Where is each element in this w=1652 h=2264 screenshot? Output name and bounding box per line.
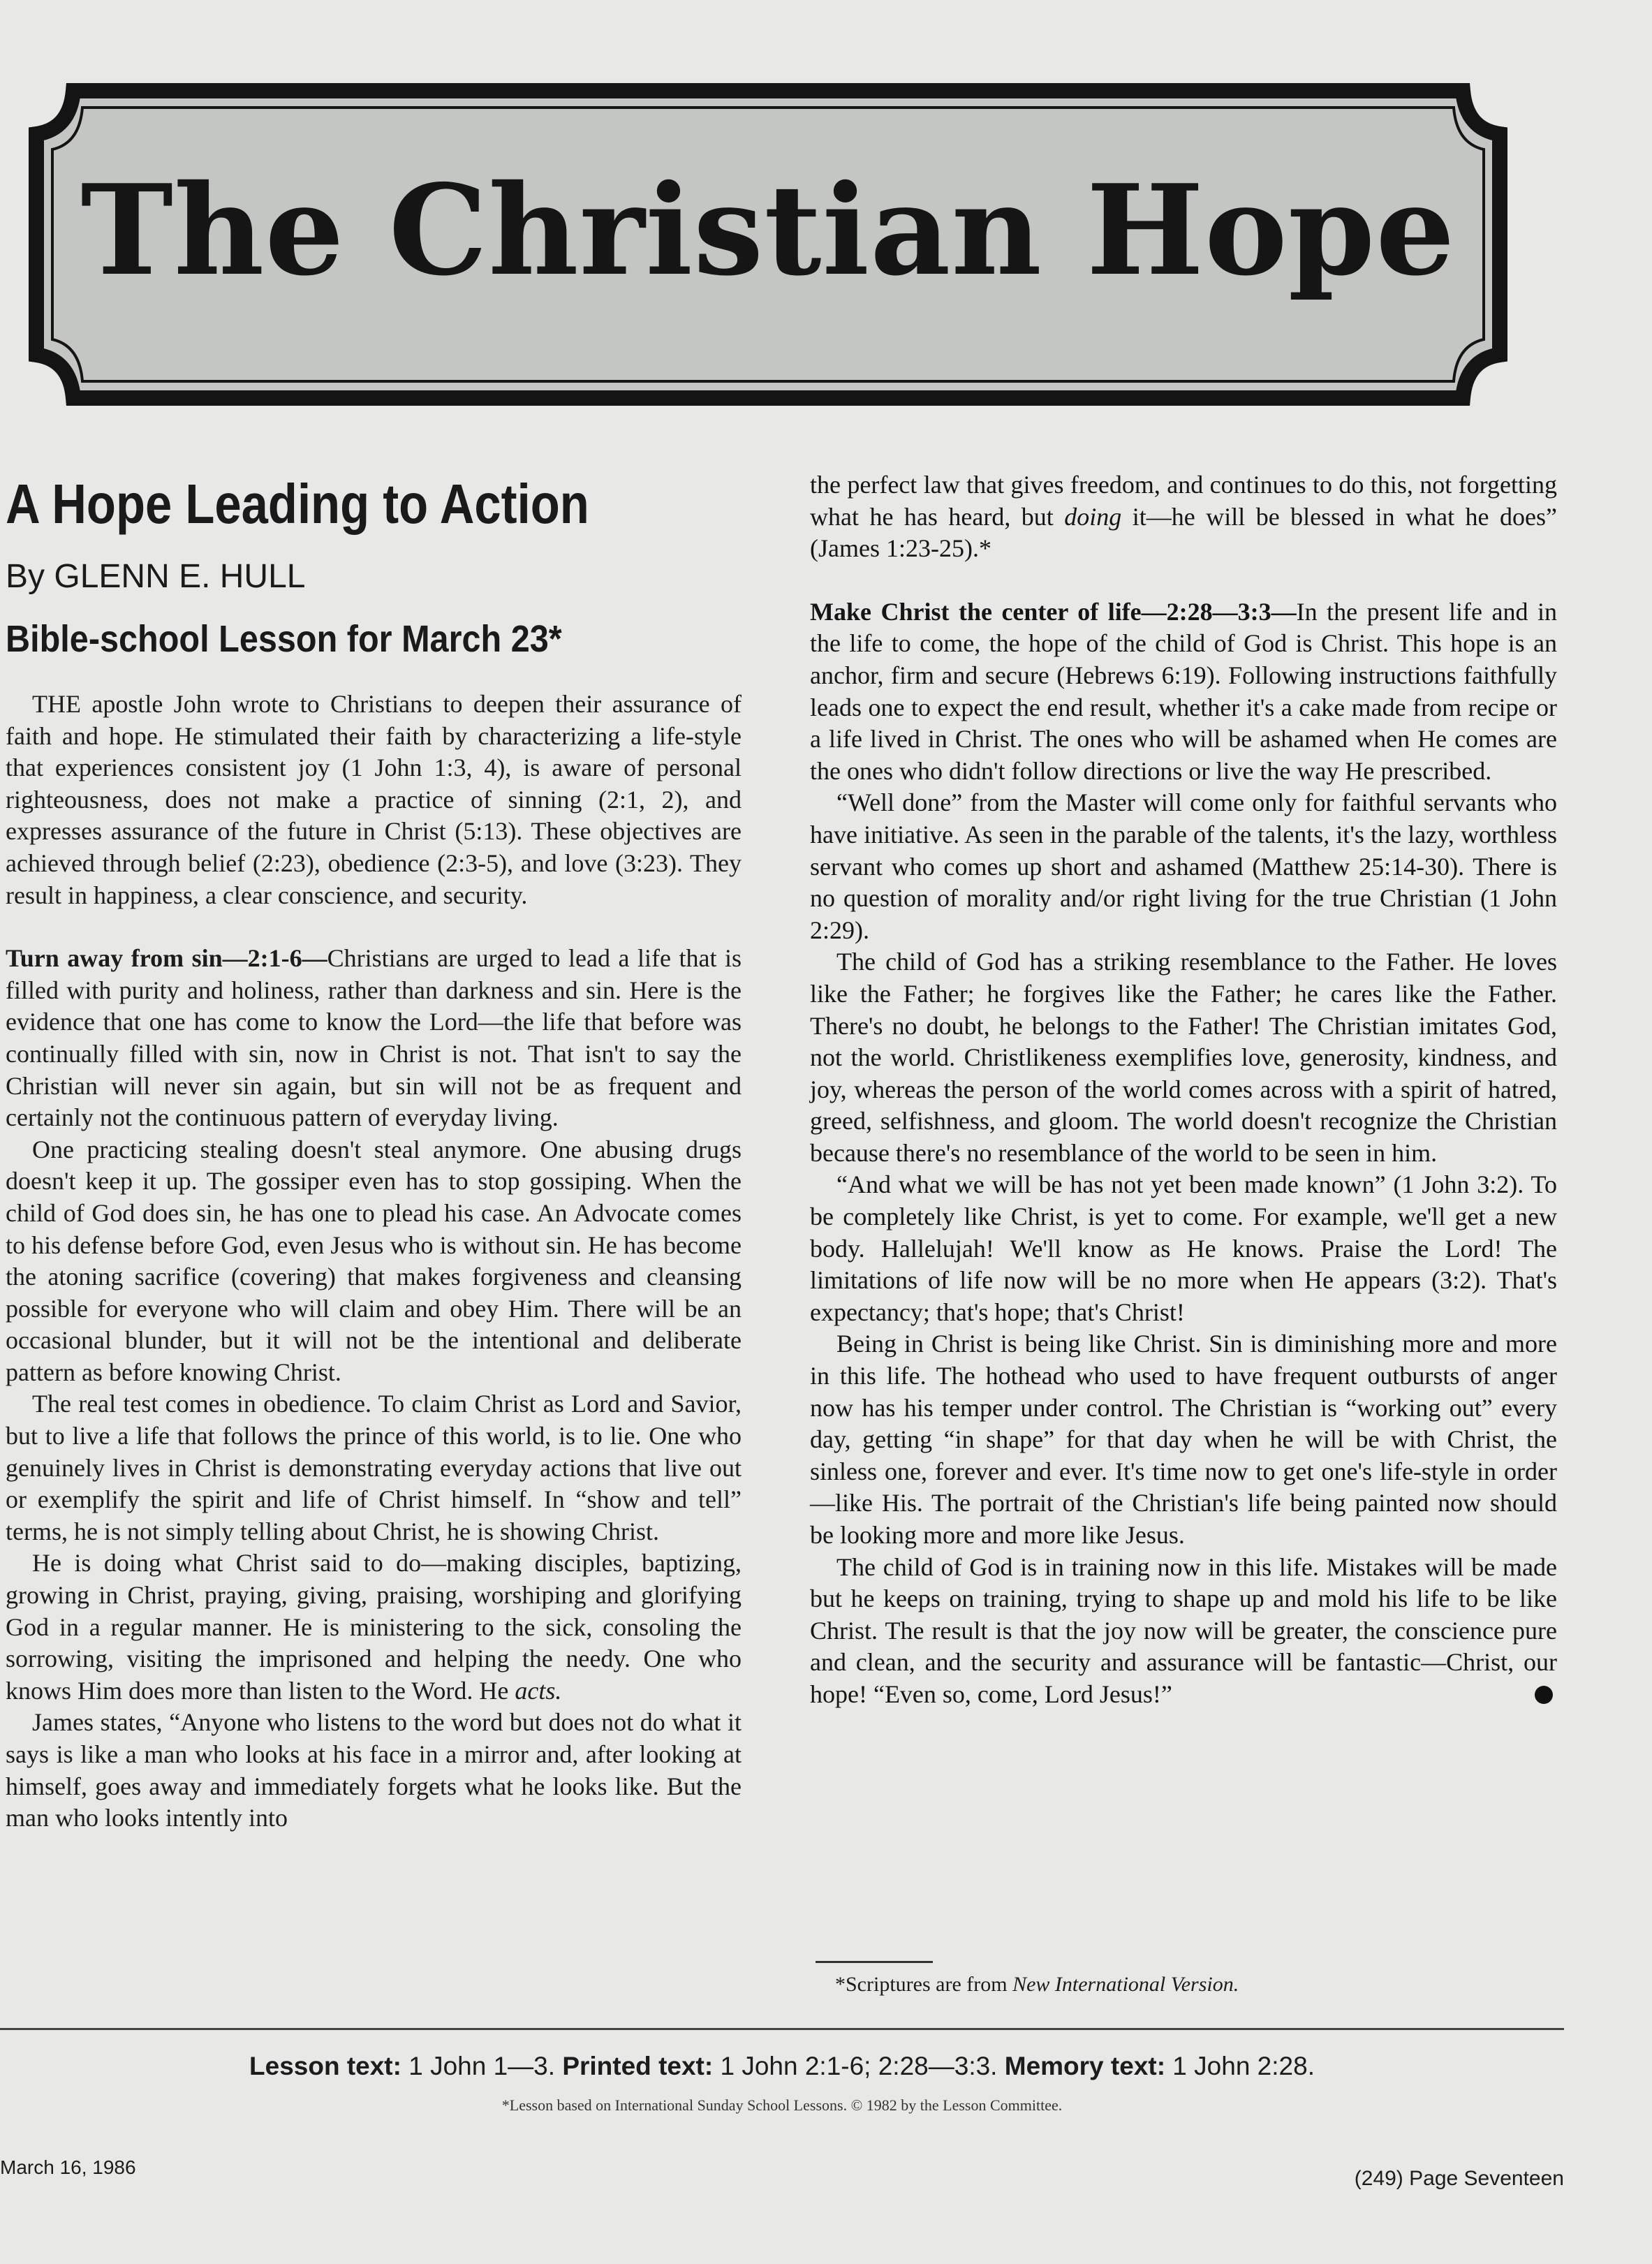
bullet-end-mark-icon xyxy=(1535,1686,1553,1704)
lesson-texts-line xyxy=(0,2049,1564,2084)
paragraph: The real test comes in obedience. To claim Christ as Lord and Savior, but to live a life that follows the prince of this world, is to lie. One who genuinely lives in Christ is demonstrating everyday actions that live out or exemplify the spirit and life of Christ himself. In “show and tell” terms, he is not simply telling about Christ, he is showing Christ. xyxy=(6,1390,742,1545)
paragraph: “Well done” from the Master will come only for faithful servants who have initiative. As seen in the parable of the talents, it's the lazy, worthless servant who comes up short and ashamed (Matthew 25:14-30). There is no question of morality and/or right living for the true Christian (1 John 2:29). xyxy=(810,788,1557,944)
page-title: The Christian Hope xyxy=(80,157,1456,303)
paragraph xyxy=(810,469,1557,565)
memory-text-label: Memory text: xyxy=(1004,2052,1166,2080)
section-heading: Turn away from sin—2:1-6— xyxy=(6,944,327,973)
paragraph-text: The child of God is in training now in this life. Mistakes will be made but he keeps on training, trying to shape up and mold his life to be like Christ. The result is that the joy now will be greater, the conscience pure and clean, and the security and assurance will be fantastic—Christ, our hope! “Even so, come, Lord Jesus!” xyxy=(810,1552,1557,1708)
section-paragraph xyxy=(810,596,1557,788)
lesson-text-label: Lesson text: xyxy=(249,2052,401,2080)
printed-text-value: 1 John 2:1-6; 2:28—3:3. xyxy=(713,2052,1005,2080)
title-banner xyxy=(0,77,1536,412)
footnote-divider xyxy=(816,1961,933,1963)
paragraph: THE apostle John wrote to Christians to deepen their assurance of faith and hope. He stimulated their faith by characterizing a life-style that experiences consistent joy (1 John 1:3, 4), is aware of personal righteousness, does not make a practice of sinning (2:1, 2), and expresses assurance of the future in Christ (5:13). These objectives are achieved through belief (2:23), obedience (2:3-5), and love (3:23). They result in happiness, a clear conscience, and security. xyxy=(6,690,742,909)
memory-text-value: 1 John 2:28. xyxy=(1165,2052,1315,2080)
section-paragraph xyxy=(6,943,742,1134)
lesson-text-value: 1 John 1—3. xyxy=(401,2052,563,2080)
paragraph-text: the perfect law that gives freedom, and continues to do this, not forgetting what he has heard, but xyxy=(810,471,1557,531)
footnote xyxy=(835,1971,1239,1999)
paragraph: The child of God has a striking resemblance to the Father. He loves like the Father; he forgives like the Father; he cares like the Father. There's no doubt, he belongs to the Father! The Christian imitates God, not the world. Christlikeness exemplifies love, generosity, kindness, and joy, whereas the person of the world comes across with a spirit of hatred, greed, selfishness, and gloom. The world doesn't recognize the Christian because there's no resemblance of the world to be seen in him. xyxy=(810,948,1557,1167)
paragraph-text: He is doing what Christ said to do—making disciples, baptizing, growing in Christ, praying, giving, praising, worshiping and glorifying God in a regular manner. He is ministering to the sick, consoling the sorrowing, visiting the imprisoned and helping the needy. One who knows Him does more than listen to the Word. He xyxy=(6,1549,742,1705)
paragraph xyxy=(6,1548,742,1707)
section-text: In the present life and in the life to come, the hope of the child of God is Christ. This hope is an anchor, firm and secure (Hebrews 6:19). Following instructions faithfully leads one to expect the end result, whether it's a cake made from recipe or a life lived in Christ. The ones who will be ashamed when He comes are the ones who didn't follow directions or live the way He prescribed. xyxy=(810,597,1557,785)
paragraph xyxy=(810,1552,1557,1711)
paragraph-text: it—he will be blessed in what he does” (James 1:23-25).* xyxy=(810,502,1557,563)
section-heading: Make Christ the center of life—2:28—3:3— xyxy=(810,597,1297,626)
footnote-text: *Scriptures are from xyxy=(835,1973,1013,1996)
emphasis: doing xyxy=(1064,502,1122,531)
lesson-date-label: Bible-school Lesson for March 23* xyxy=(6,618,562,660)
copyright-note: *Lesson based on International Sunday School Lessons. © 1982 by the Lesson Committee. xyxy=(501,2096,1063,2114)
section-text: Christians are urged to lead a life that is filled with purity and holiness, rather than darkness and sin. Here is the evidence that one has come to know the Lord—the life that before was continually filled with sin, now in Christ is not. That isn't to say the Christian will never sin again, but sin will not be as frequent and certainly not the continuous pattern of everyday living. xyxy=(6,944,742,1132)
footnote-version: New International Version. xyxy=(1012,1973,1239,1996)
issue-date: March 16, 1986 xyxy=(0,2156,136,2178)
paragraph: One practicing stealing doesn't steal anymore. One abusing drugs doesn't keep it up. The gossiper even has to stop gossiping. When the child of God does sin, he has one to plead his case. An Advocate comes to his defense before God, even Jesus who is without sin. He has become the atoning sacrifice (covering) that makes forgiveness and cleansing possible for everyone who will claim and obey Him. There will be an occasional blunder, but it will not be the intentional and deliberate pattern as before knowing Christ. xyxy=(6,1135,742,1386)
author-byline: By GLENN E. HULL xyxy=(6,558,306,595)
page-number: (249) Page Seventeen xyxy=(1354,2167,1564,2190)
paragraph: James states, “Anyone who listens to the word but does not do what it says is like a man who looks at his face in a mirror and, after looking at himself, goes away and immediately forgets what he looks like. But the man who looks intently into xyxy=(6,1708,742,1832)
bottom-divider xyxy=(0,2028,1564,2030)
emphasis: acts. xyxy=(515,1676,562,1705)
paragraph: Being in Christ is being like Christ. Sin is diminishing more and more in this life. The hothead who used to have frequent outbursts of anger now has his temper under control. The Christian is “working out” every day, getting “in shape” for that day when he will be with Christ, the sinless one, forever and ever. It's time now to get one's life-style in order—like His. The portrait of the Christian's life being painted now should be looking more and more like Jesus. xyxy=(810,1330,1557,1549)
lesson-heading: A Hope Leading to Action xyxy=(6,473,589,535)
left-column xyxy=(6,689,742,1835)
right-column xyxy=(810,469,1557,1711)
paragraph: “And what we will be has not yet been made known” (1 John 3:2). To be completely like Christ, is yet to come. For example, we'll get a new body. Hallelujah! We'll know as He knows. Praise the Lord! The limitations of life now will be no more when He appears (3:2). That's expectancy; that's hope; that's Christ! xyxy=(810,1170,1557,1326)
printed-text-label: Printed text: xyxy=(562,2052,714,2080)
